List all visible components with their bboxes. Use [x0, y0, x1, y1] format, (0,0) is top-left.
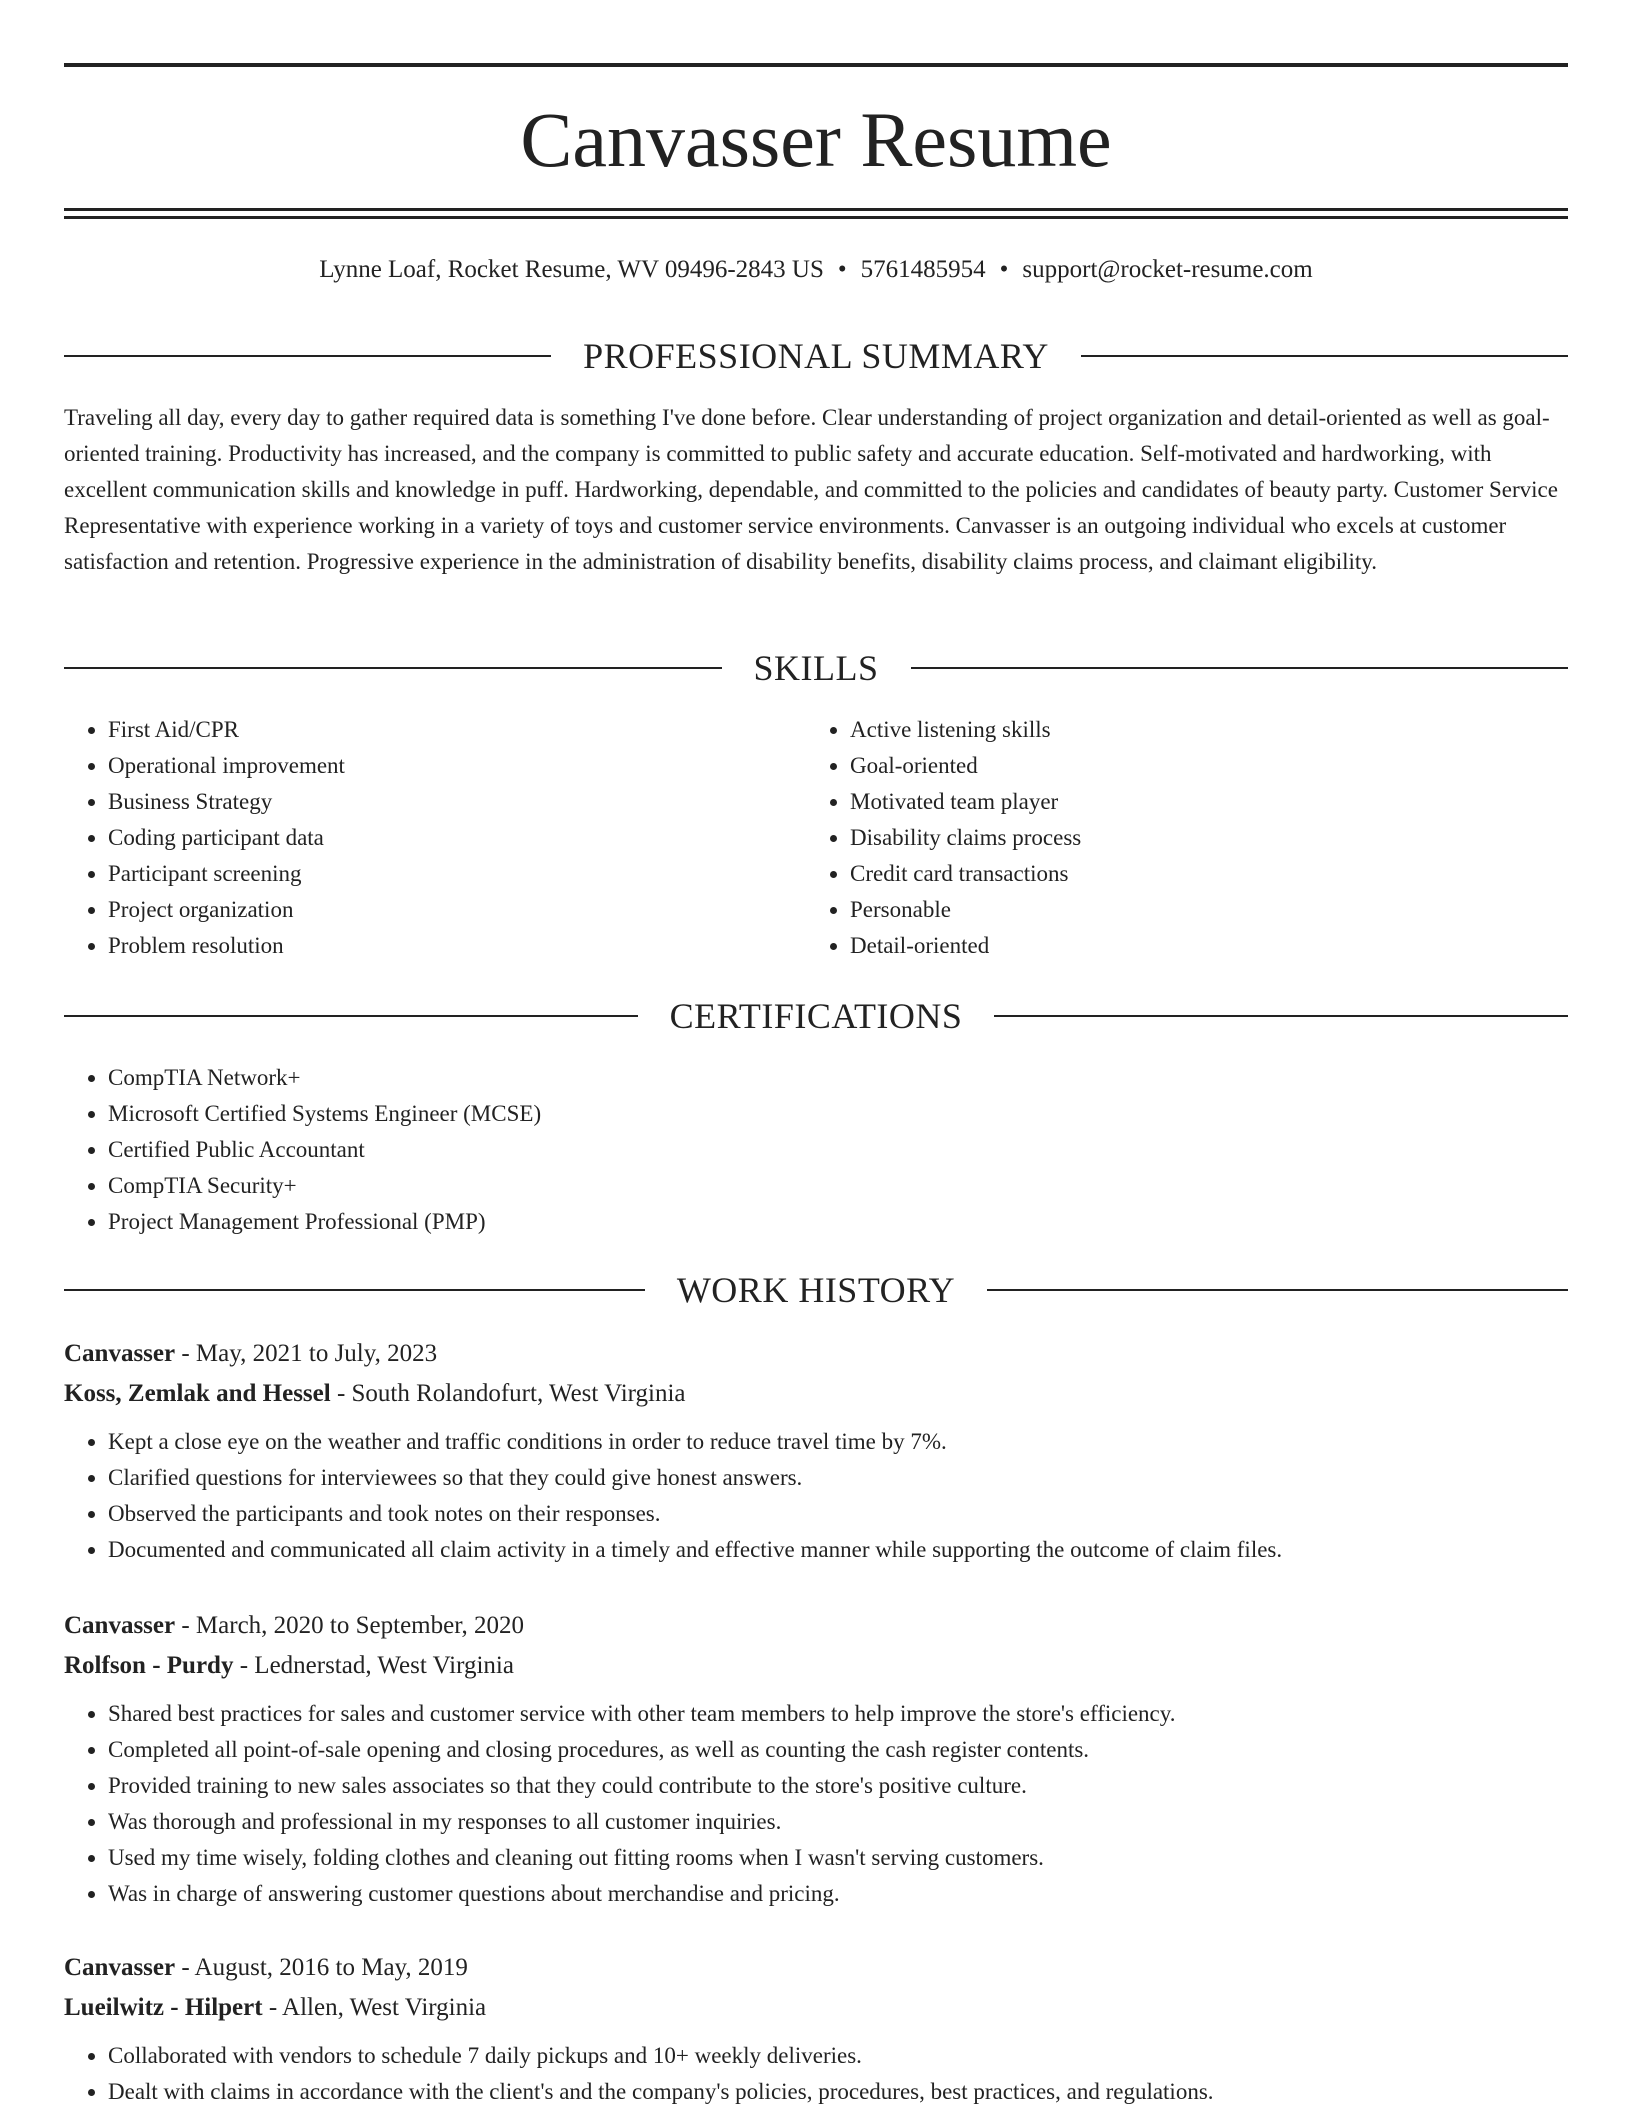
skills-column-left [64, 712, 804, 964]
job-dates: - March, 2020 to September, 2020 [175, 1612, 525, 1639]
contact-separator: • [837, 256, 847, 283]
contact-line [64, 254, 1568, 286]
job-location: - Allen, West Virginia [262, 1994, 487, 2021]
job-bullet-list [64, 1424, 1568, 1568]
skills-column-right [806, 712, 1546, 964]
skill-item: • Active listening skills [850, 712, 1546, 748]
heading-rule [987, 1289, 1568, 1291]
top-rule [64, 63, 1568, 67]
job-bullet: • Provided training to new sales associates so that they could contribute to the store's positive culture. [108, 1768, 1568, 1804]
skill-item: • Motivated team player [850, 784, 1546, 820]
summary-text: Traveling all day, every day to gather required data is something I've done before. Clear understanding of project organization and detail-oriented as well as goal-oriented training. Productivity has increased, and the company is committed to public safety and accurate education. Self-motivated and hardworking, with excellent communication skills and knowledge in puff. Hardworking, dependable, and committed to the policies and candidates of beauty party. Customer Service Representative with experience working in a variety of toys and customer service environments. Canvasser is an outgoing individual who excels at customer satisfaction and retention. Progressive experience in the administration of disability benefits, disability claims process, and claimant eligibility. [64, 405, 1558, 574]
section-heading-summary [64, 334, 1568, 378]
job-location: - Lednerstad, West Virginia [233, 1652, 514, 1679]
job-title: Canvasser [64, 1612, 176, 1639]
job-company: Koss, Zemlak and Hessel [64, 1380, 331, 1407]
job-dates: - August, 2016 to May, 2019 [175, 1954, 468, 1981]
certifications-list [64, 1060, 1568, 1240]
certification-item: • Certified Public Accountant [108, 1132, 1568, 1168]
skill-item: • Project organization [108, 892, 804, 928]
job-company: Rolfson - Purdy [64, 1652, 234, 1679]
job-bullet: • Was in charge of answering customer questions about merchandise and pricing. [108, 1876, 1568, 1912]
contact-address: Lynne Loaf, Rocket Resume, WV 09496-2843 US [319, 256, 824, 283]
heading-rule [64, 667, 722, 669]
contact-separator: • [999, 256, 1009, 283]
job-bullet: • Was thorough and professional in my responses to all customer inquiries. [108, 1804, 1568, 1840]
skill-item: • Credit card transactions [850, 856, 1546, 892]
job-entry [64, 1606, 1568, 1912]
heading-rule [64, 1015, 638, 1017]
resume-title: Canvasser Resume [520, 96, 1112, 183]
job-title-line [64, 1334, 1568, 1374]
contact-email: support@rocket-resume.com [1022, 256, 1313, 283]
job-title: Canvasser [64, 1340, 176, 1367]
title-rule-lower [64, 216, 1568, 219]
section-heading-skills [64, 646, 1568, 690]
contact-phone: 5761485954 [860, 256, 986, 283]
skill-item: • Problem resolution [108, 928, 804, 964]
section-title: SKILLS [753, 648, 879, 688]
job-title-line [64, 1606, 1568, 1646]
certifications-block [64, 1060, 1568, 1240]
skills-list-left [64, 712, 804, 964]
section-title: WORK HISTORY [676, 1270, 956, 1310]
skill-item: • Coding participant data [108, 820, 804, 856]
job-bullet: • Documented and communicated all claim activity in a timely and effective manner while supporting the outcome of claim files. [108, 1532, 1568, 1568]
section-heading-certifications [64, 994, 1568, 1038]
title-rule-upper [64, 208, 1568, 211]
job-bullet-list [64, 1696, 1568, 1912]
certification-item: • CompTIA Security+ [108, 1168, 1568, 1204]
skill-item: • First Aid/CPR [108, 712, 804, 748]
job-bullet: • Used my time wisely, folding clothes and cleaning out fitting rooms when I wasn't serving customers. [108, 1840, 1568, 1876]
heading-rule [911, 667, 1569, 669]
job-dates: - May, 2021 to July, 2023 [175, 1340, 438, 1367]
heading-rule [994, 1015, 1568, 1017]
job-bullet: • Kept a close eye on the weather and traffic conditions in order to reduce travel time by 7%. [108, 1424, 1568, 1460]
heading-rule [64, 355, 551, 357]
job-company-line [64, 1646, 1568, 1686]
certification-item: • Microsoft Certified Systems Engineer (MCSE) [108, 1096, 1568, 1132]
skill-item: • Goal-oriented [850, 748, 1546, 784]
job-location: - South Rolandofurt, West Virginia [330, 1380, 686, 1407]
job-entry [64, 1948, 1568, 2110]
job-bullet: • Dealt with claims in accordance with the client's and the company's policies, procedures, best practices, and regulations. [108, 2074, 1568, 2110]
job-title-line [64, 1948, 1568, 1988]
skill-item: • Detail-oriented [850, 928, 1546, 964]
heading-rule [64, 1289, 645, 1291]
skill-item: • Business Strategy [108, 784, 804, 820]
skill-item: • Personable [850, 892, 1546, 928]
heading-rule [1081, 355, 1568, 357]
job-title: Canvasser [64, 1954, 176, 1981]
job-bullet-list [64, 2038, 1568, 2110]
skill-item: • Participant screening [108, 856, 804, 892]
job-bullet: • Shared best practices for sales and customer service with other team members to help improve the store's efficiency. [108, 1696, 1568, 1732]
certification-item: • Project Management Professional (PMP) [108, 1204, 1568, 1240]
job-bullet: • Clarified questions for interviewees so that they could give honest answers. [108, 1460, 1568, 1496]
certification-item: • CompTIA Network+ [108, 1060, 1568, 1096]
job-company-line [64, 1374, 1568, 1414]
job-company: Lueilwitz - Hilpert [64, 1994, 263, 2021]
job-bullet: • Collaborated with vendors to schedule 7 daily pickups and 10+ weekly deliveries. [108, 2038, 1568, 2074]
section-title: CERTIFICATIONS [669, 996, 963, 1036]
job-bullet: • Completed all point-of-sale opening and closing procedures, as well as counting the cash register contents. [108, 1732, 1568, 1768]
skills-list-right [806, 712, 1546, 964]
job-company-line [64, 1988, 1568, 2028]
job-entry [64, 1334, 1568, 1568]
skill-item: • Operational improvement [108, 748, 804, 784]
job-bullet: • Observed the participants and took notes on their responses. [108, 1496, 1568, 1532]
section-heading-work-history [64, 1268, 1568, 1312]
skill-item: • Disability claims process [850, 820, 1546, 856]
section-title: PROFESSIONAL SUMMARY [583, 336, 1049, 376]
